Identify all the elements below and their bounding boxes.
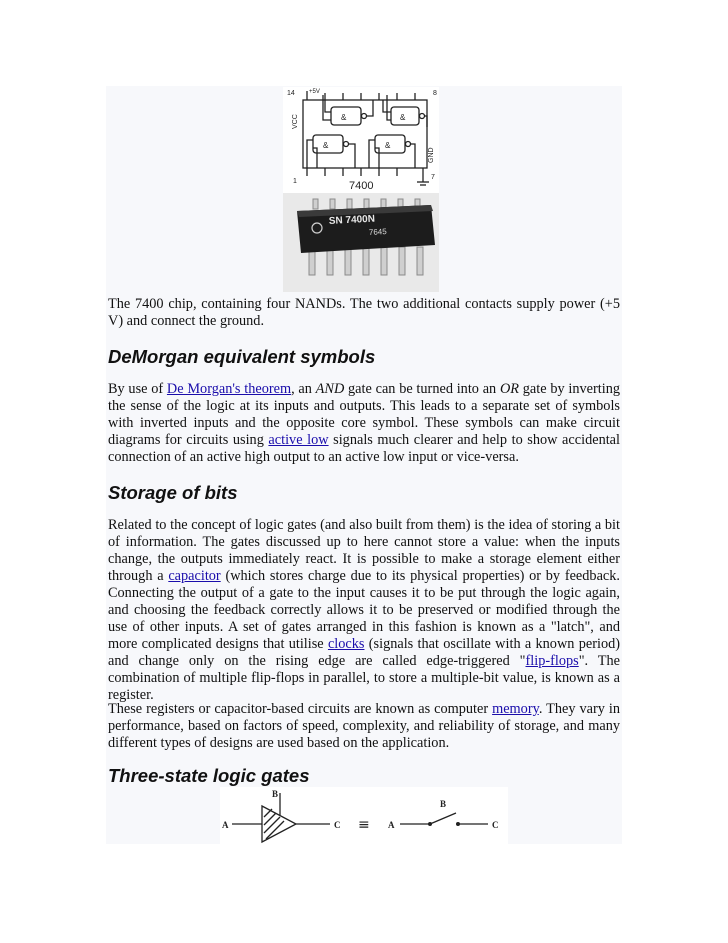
figure-background bbox=[220, 787, 508, 845]
paragraph-storage-2 bbox=[108, 701, 620, 752]
label-c-switch: C bbox=[492, 820, 499, 830]
gnd-label: GND bbox=[428, 147, 435, 163]
pin-7-label: 7 bbox=[431, 174, 435, 181]
label-a: A bbox=[222, 820, 229, 830]
heading-three-state: Three-state logic gates bbox=[108, 765, 310, 786]
heading-demorgan: DeMorgan equivalent symbols bbox=[108, 346, 376, 367]
equivalence-symbol: ≡ bbox=[358, 817, 370, 833]
chip-photo bbox=[283, 193, 439, 292]
paragraph-storage-1 bbox=[108, 517, 620, 704]
pin-1-label: 1 bbox=[293, 178, 297, 185]
paragraph-demorgan bbox=[108, 381, 620, 466]
switch-contact bbox=[456, 822, 460, 826]
switch-contact bbox=[428, 822, 432, 826]
or-word: OR bbox=[499, 381, 520, 397]
text-run: , an bbox=[291, 381, 316, 397]
label-a-switch: A bbox=[388, 820, 395, 830]
flip-flops-link[interactable]: flip-flops bbox=[525, 653, 579, 669]
gate-symbol-2: & bbox=[400, 113, 406, 122]
and-word: AND bbox=[315, 381, 345, 397]
text-run: ". The combination of multiple flip-flops in parallel, to store a multiple-bit value, is known as a register. bbox=[108, 653, 620, 703]
figure-caption: The 7400 chip, containing four NANDs. The two additional contacts supply power (+5 V) and connect the ground. bbox=[108, 296, 620, 329]
gate-symbol-1: & bbox=[341, 113, 347, 122]
heading-storage-of-bits: Storage of bits bbox=[108, 482, 238, 503]
gate-symbol-3: & bbox=[323, 141, 329, 150]
text-run: . They vary in performance, based on factors of speed, complexity, and reliability of storage, and many different types of designs are used based on the application. bbox=[108, 701, 620, 751]
gate-symbol-4: & bbox=[385, 141, 391, 150]
text-run: gate by inverting the sense of the logic at its inputs and outputs. This leads to a separate set of symbols with inverted inputs and the opposite core symbol. These symbols can make circuit diagrams for circuits using bbox=[108, 381, 621, 448]
pin-8-label: 8 bbox=[433, 90, 437, 97]
label-c: C bbox=[334, 820, 341, 830]
label-b: B bbox=[272, 789, 279, 799]
label-b-switch: B bbox=[440, 799, 447, 809]
text-run: signals much clearer and help to show accidental connection of an active high output to an active low input or vice-versa. bbox=[108, 432, 621, 465]
de-morgan-theorem-link[interactable]: De Morgan's theorem bbox=[166, 381, 292, 397]
text-run: (which stores charge due to its physical properties) or by feedback. Connecting the output of a gate to the input causes it to be put through the logic again, and choosing the feedback correctly allows it to be preserved or modified through the use of other inputs. A set of gates arranged in this fashion is known as a "latch", and more complicated designs that utilise bbox=[108, 568, 620, 652]
active-low-link[interactable]: active low bbox=[268, 432, 329, 448]
chip-name-label: 7400 bbox=[349, 180, 374, 192]
chip-7400-figure bbox=[283, 87, 439, 292]
text-run: These registers or capacitor-based circuits are known as computer bbox=[108, 701, 493, 717]
package-marking: SN 7400N bbox=[328, 213, 376, 227]
package-code: 7645 bbox=[368, 227, 387, 237]
text-run: Related to the concept of logic gates (and also built from them) is the idea of storing a bit of information. The gates discussed up to here cannot store a value: when the inputs change, the outputs immediately react. It is possible to make a storage element either through a bbox=[108, 517, 620, 584]
text-run: gate can be turned into an bbox=[344, 381, 500, 397]
text-run: By use of bbox=[108, 381, 167, 397]
clocks-link[interactable]: clocks bbox=[327, 636, 365, 652]
memory-link[interactable]: memory bbox=[492, 701, 539, 717]
vcc-voltage-label: +5V bbox=[309, 89, 320, 95]
text-run: (signals that oscillate with a known period) and change only on the rising edge are called edge-triggered " bbox=[108, 636, 620, 669]
three-state-figure bbox=[220, 787, 508, 845]
pin-14-label: 14 bbox=[287, 90, 295, 97]
capacitor-link[interactable]: capacitor bbox=[168, 568, 221, 584]
vcc-label: VCC bbox=[292, 114, 299, 129]
